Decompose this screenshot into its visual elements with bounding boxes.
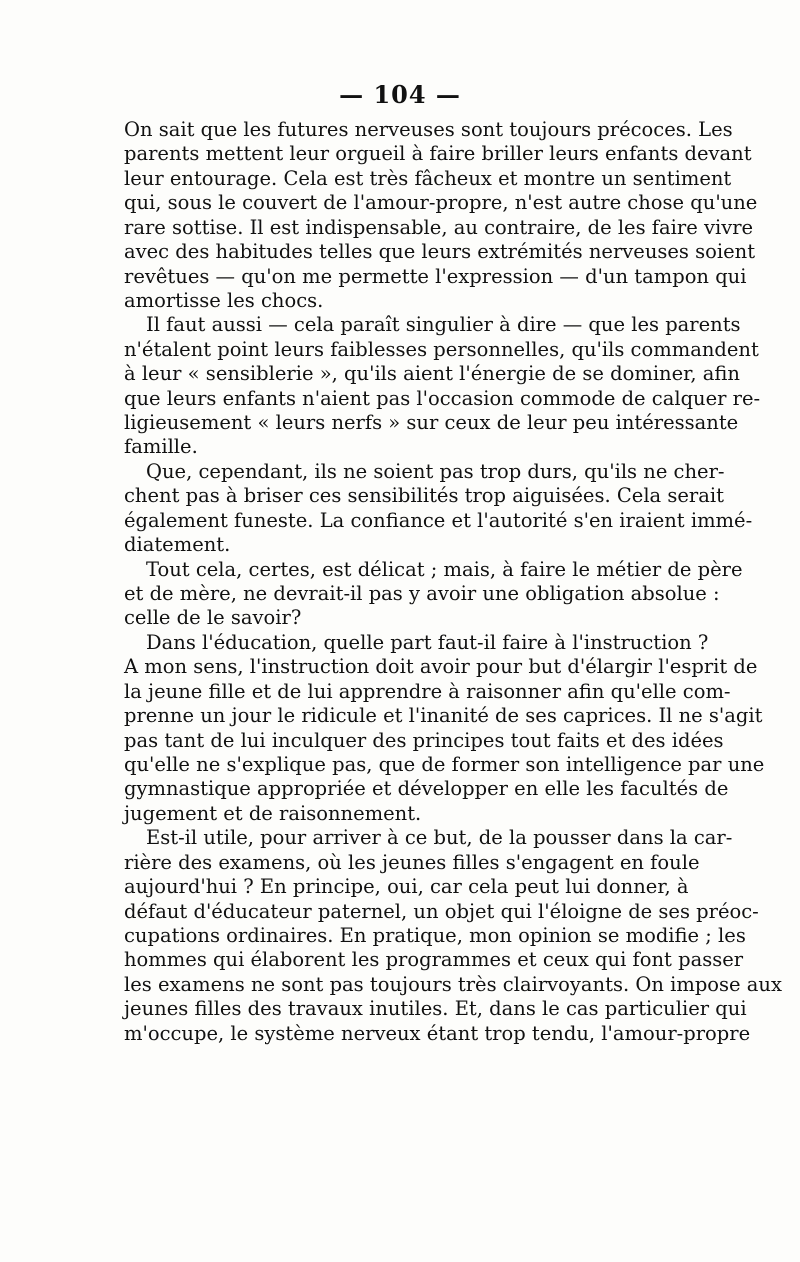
- text-line: Dans l'éducation, quelle part faut-il faire à l'instruction ?: [146, 630, 709, 654]
- text-line: rière des examens, où les jeunes filles s'engagent en foule: [124, 850, 700, 874]
- text-line: celle de le savoir?: [124, 606, 302, 630]
- paragraph: [124, 826, 782, 1046]
- text-line: aujourd'hui ? En principe, oui, car cela peut lui donner, à: [124, 875, 689, 899]
- text-line: la jeune fille et de lui apprendre à raisonner afin qu'elle com-: [124, 679, 731, 703]
- text-line: Tout cela, certes, est délicat ; mais, à faire le métier de père: [146, 557, 743, 581]
- text-line: famille.: [124, 435, 198, 459]
- text-line: avec des habitudes telles que leurs extrémités nerveuses soient: [124, 240, 756, 264]
- body-text: [124, 118, 782, 1046]
- text-line: qu'elle ne s'explique pas, que de former son intelligence par une: [124, 752, 765, 776]
- text-line: rare sottise. Il est indispensable, au contraire, de les faire vivre: [124, 215, 754, 239]
- text-line: gymnastique appropriée et développer en elle les facultés de: [124, 777, 729, 801]
- text-line: amortisse les chocs.: [124, 288, 324, 312]
- text-line: cupations ordinaires. En pratique, mon opinion se modifie ; les: [124, 923, 746, 947]
- text-line: à leur « sensiblerie », qu'ils aient l'énergie de se dominer, afin: [124, 362, 740, 386]
- paragraph: [124, 118, 758, 313]
- text-line: Est-il utile, pour arriver à ce but, de la pousser dans la car-: [146, 826, 733, 850]
- text-line: diatement.: [124, 533, 231, 557]
- text-line: ligieusement « leurs nerfs » sur ceux de leur peu intéressante: [124, 411, 739, 435]
- text-line: que leurs enfants n'aient pas l'occasion commode de calquer re-: [124, 386, 761, 410]
- text-line: leur entourage. Cela est très fâcheux et montre un sentiment: [124, 166, 732, 190]
- text-line: Il faut aussi — cela paraît singulier à dire — que les parents: [146, 313, 741, 337]
- paragraph: [124, 630, 765, 826]
- text-line: On sait que les futures nerveuses sont toujours précoces. Les: [124, 118, 733, 141]
- text-line: également funeste. La confiance et l'autorité s'en iraient immé-: [124, 508, 753, 532]
- text-line: défaut d'éducateur paternel, un objet qui l'éloigne de ses préoc-: [124, 899, 759, 923]
- text-line: revêtues — qu'on me permette l'expression — d'un tampon qui: [124, 264, 747, 288]
- text-line: prenne un jour le ridicule et l'inanité de ses caprices. Il ne s'agit: [124, 704, 763, 728]
- text-line: A mon sens, l'instruction doit avoir pour but d'élargir l'esprit de: [124, 655, 758, 679]
- paragraph: [124, 557, 743, 631]
- text-line: les examens ne sont pas toujours très clairvoyants. On impose aux: [124, 972, 782, 996]
- text-line: parents mettent leur orgueil à faire briller leurs enfants devant: [124, 142, 752, 166]
- paragraph: [124, 459, 753, 558]
- text-line: qui, sous le couvert de l'amour-propre, n'est autre chose qu'une: [124, 191, 758, 215]
- text-line: chent pas à briser ces sensibilités trop aiguisées. Cela serait: [124, 484, 724, 508]
- paragraph: [124, 313, 761, 460]
- page-number: — 104 —: [339, 80, 461, 109]
- text-line: et de mère, ne devrait-il pas y avoir une obligation absolue :: [124, 582, 720, 606]
- text-line: hommes qui élaborent les programmes et ceux qui font passer: [124, 948, 744, 972]
- text-line: m'occupe, le système nerveux étant trop tendu, l'amour-propre: [124, 1021, 751, 1045]
- text-line: n'étalent point leurs faiblesses personnelles, qu'ils commandent: [124, 337, 759, 361]
- text-line: jeunes filles des travaux inutiles. Et, dans le cas particulier qui: [124, 997, 747, 1021]
- text-line: Que, cependant, ils ne soient pas trop durs, qu'ils ne cher-: [146, 459, 725, 483]
- text-line: jugement et de raisonnement.: [124, 801, 422, 825]
- text-line: pas tant de lui inculquer des principes tout faits et des idées: [124, 728, 724, 752]
